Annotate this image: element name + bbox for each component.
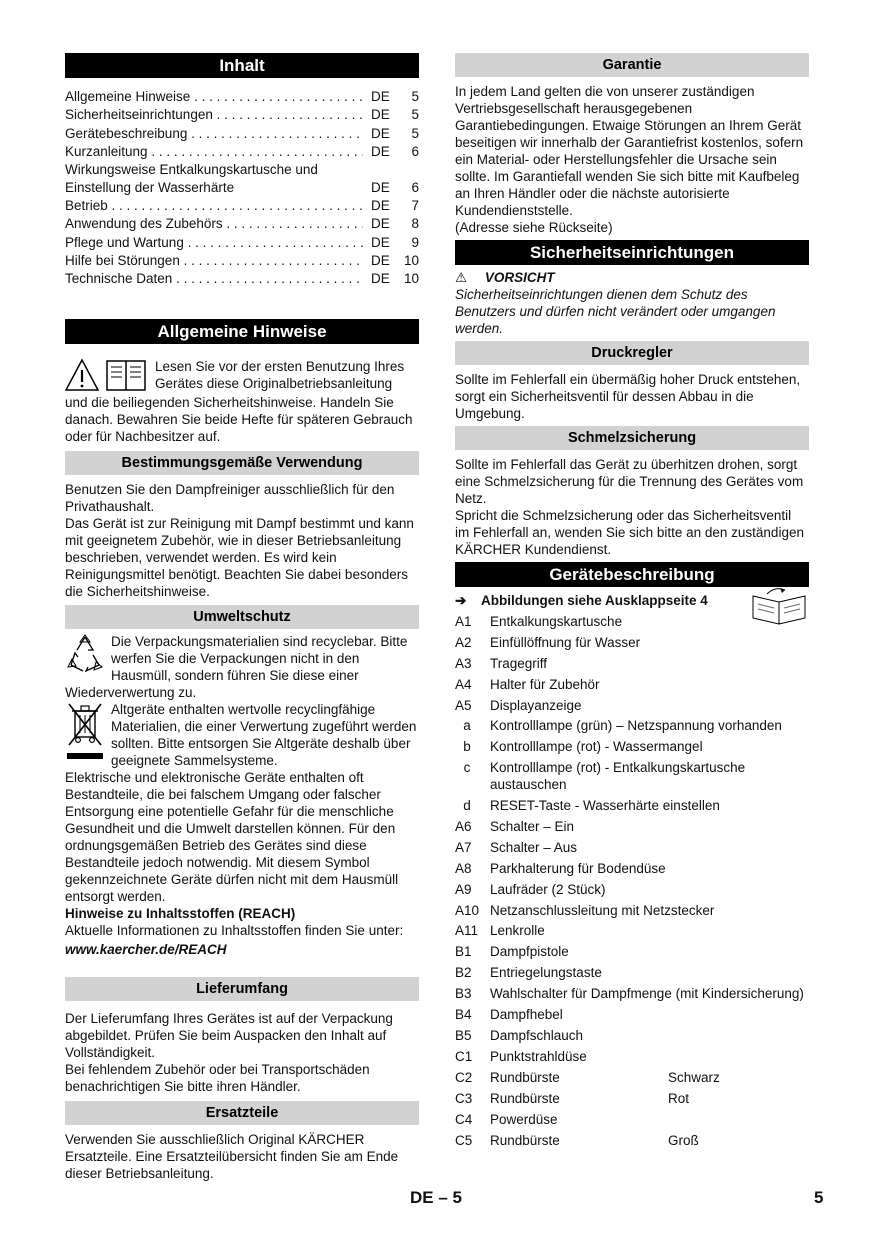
toc-entry-page: 9 — [411, 234, 419, 250]
list-item — [455, 1069, 809, 1086]
item-label: Netzanschlussleitung mit Netzstecker — [490, 902, 715, 918]
component-list-b — [455, 943, 809, 1044]
item-label: Kontrolllampe (grün) – Netzspannung vorhanden — [490, 718, 782, 734]
toc-entry-lang: DE — [371, 198, 390, 214]
item-extra — [668, 1111, 809, 1128]
item-key: A8 — [455, 860, 472, 876]
toc-entry-title: Gerätebeschreibung . . . — [65, 125, 363, 143]
caution-icon: ⚠ — [455, 270, 468, 285]
warning-manual-icon — [65, 358, 149, 394]
arrow-right-icon: ➔ — [455, 593, 467, 608]
toc-entry-lang: DE — [371, 107, 390, 123]
item-label: Halter für Zubehör — [490, 676, 600, 692]
item-label: Wahlschalter für Dampfmenge (mit Kindersicherung) — [490, 986, 804, 1002]
scope-heading: Lieferumfang — [65, 977, 419, 1001]
item-key: C4 — [455, 1111, 473, 1127]
caution-line — [455, 269, 809, 286]
item-label: Tragegriff — [490, 655, 548, 671]
list-item — [455, 881, 809, 898]
toc-entry-lang: DE — [371, 125, 390, 141]
environment-p1: Die Verpackungsmaterialien sind recyclebar. Bitte werfen Sie die Verpackungen nicht in den Hausmüll, sondern führen Sie diese einer Wiederverwertung zu. — [65, 633, 408, 700]
item-key: B3 — [455, 986, 472, 1002]
item-label: Einfüllöffnung für Wasser — [490, 634, 641, 650]
warranty-heading: Garantie — [455, 53, 809, 77]
toc-entry-title: Allgemeine Hinweise . . . — [65, 88, 363, 106]
toc-entry-title: Sicherheitseinrichtungen . . . — [65, 106, 363, 124]
item-label: Rundbürste — [490, 1132, 560, 1148]
toc-entry-page: 5 — [411, 89, 419, 104]
toc-entry-page: 5 — [411, 107, 419, 123]
list-item — [455, 1048, 809, 1065]
caution-text: Sicherheitseinrichtungen dienen dem Schutz des Benutzers und dürfen nicht verändert oder umgangen werden. — [455, 287, 776, 336]
toc-entry[interactable] — [65, 161, 419, 197]
environment-heading: Umweltschutz — [65, 605, 419, 629]
list-item — [455, 717, 809, 734]
item-key: A2 — [455, 634, 472, 650]
item-label: Entriegelungstaste — [490, 965, 602, 981]
list-item — [455, 1111, 809, 1128]
item-label: Punktstrahldüse — [490, 1049, 587, 1065]
item-key: A3 — [455, 655, 472, 671]
list-item — [455, 738, 809, 755]
environment-p2: Altgeräte enthalten wertvolle recyclingfähige Materialien, die einer Verwertung zugeführt werden sollten. Bitte entsorgen Sie Altgeräte deshalb über geeignete Sammelsysteme. — [111, 701, 417, 768]
list-item — [455, 1027, 809, 1044]
item-label: Powerdüse — [490, 1111, 558, 1127]
environment-recycle — [65, 633, 419, 701]
list-item — [455, 1006, 809, 1023]
toc-entry-title: Kurzanleitung . . . — [65, 143, 363, 161]
general-text-a: Lesen Sie vor der ersten Benutzung Ihres Gerätes diese Originalbetriebsanleitung — [155, 358, 405, 391]
toc-entry-page: 10 — [403, 271, 419, 287]
item-label: Schalter – Aus — [490, 839, 578, 855]
item-key: B4 — [455, 1007, 472, 1023]
list-item — [455, 922, 809, 939]
item-label: Dampfpistole — [490, 944, 569, 960]
crossed-bin-icon — [65, 701, 105, 763]
list-item — [455, 634, 809, 651]
list-item — [455, 839, 809, 856]
intended-use-p1: Benutzen Sie den Dampfreiniger ausschließlich für den Privathaushalt. — [65, 481, 395, 514]
list-item — [455, 1090, 809, 1107]
item-label: Dampfschlauch — [490, 1028, 584, 1044]
item-key: A1 — [455, 614, 472, 629]
item-key: A6 — [455, 819, 472, 835]
reach-link[interactable]: www.kaercher.de/REACH — [65, 941, 227, 957]
component-list-a — [455, 613, 809, 939]
list-item — [455, 697, 809, 714]
thermal-fuse-p2: Spricht die Schmelzsicherung oder das Sicherheitsventil im Fehlerfall an, wenden Sie sich bitte an den zuständigen KÄRCHER Kundendienst. — [455, 508, 804, 557]
warranty-address: (Adresse siehe Rückseite) — [455, 220, 613, 235]
toc-entry[interactable] — [65, 252, 419, 270]
list-item — [455, 818, 809, 835]
toc-entry-page: 5 — [411, 125, 419, 141]
item-key: B2 — [455, 965, 472, 981]
description-heading: Gerätebeschreibung — [455, 562, 809, 587]
safety-heading: Sicherheitseinrichtungen — [455, 240, 809, 265]
toc-entry-lang: DE — [371, 253, 390, 269]
list-item — [455, 985, 809, 1002]
table-of-contents — [65, 88, 419, 289]
toc-entry-page: 7 — [411, 198, 419, 214]
item-label: Dampfhebel — [490, 1007, 563, 1023]
left-column — [65, 53, 419, 1182]
figures-note-text: Abbildungen siehe Ausklappseite 4 — [481, 593, 708, 608]
toc-entry[interactable] — [65, 215, 419, 233]
item-label: RESET-Taste - Wasserhärte einstellen — [490, 798, 720, 814]
item-key: d — [463, 798, 471, 814]
toc-entry-page: 10 — [403, 253, 419, 269]
fold-out-page-icon — [749, 586, 809, 630]
toc-entry[interactable] — [65, 234, 419, 252]
reach-text: Aktuelle Informationen zu Inhaltsstoffen finden Sie unter: — [65, 922, 404, 938]
item-key: C3 — [455, 1090, 473, 1106]
item-label: Kontrolllampe (rot) - Wassermangel — [490, 739, 703, 755]
list-item — [455, 943, 809, 960]
toc-entry-lang: DE — [371, 89, 390, 104]
list-item — [455, 797, 809, 814]
toc-entry-title: Wirkungsweise Entkalkungskartusche und Einstellung der Wasserhärte — [65, 162, 318, 196]
list-item — [455, 676, 809, 693]
item-extra: Rot — [668, 1090, 690, 1106]
item-label: Parkhalterung für Bodendüse — [490, 860, 666, 876]
intended-use-heading: Bestimmungsgemäße Verwendung — [65, 451, 419, 475]
toc-entry-lang: DE — [371, 216, 390, 232]
list-item — [455, 902, 809, 919]
thermal-fuse-p1: Sollte im Fehlerfall das Gerät zu überhitzen drohen, sorgt eine Schmelzsicherung für die Trennung des Gerätes vom Netz. — [455, 457, 804, 506]
toc-entry[interactable] — [65, 197, 419, 215]
toc-entry-title: Hilfe bei Störungen . . . — [65, 252, 363, 270]
item-extra: Schwarz — [668, 1069, 720, 1085]
item-key: A10 — [455, 902, 480, 918]
thermal-fuse-heading: Schmelzsicherung — [455, 426, 809, 450]
caution-label: VORSICHT — [484, 270, 555, 285]
item-key: b — [463, 739, 471, 755]
item-key: A9 — [455, 881, 472, 897]
general-notes — [65, 358, 419, 445]
page-footer-label: DE – 5 — [410, 1188, 462, 1207]
general-heading: Allgemeine Hinweise — [65, 319, 419, 344]
toc-entry[interactable] — [65, 270, 419, 288]
toc-entry-lang: DE — [371, 180, 390, 196]
list-item — [455, 759, 809, 793]
toc-entry-lang: DE — [371, 234, 390, 250]
item-key: c — [463, 760, 471, 776]
item-label: Kontrolllampe (rot) - Entkalkungskartusche austauschen — [490, 760, 746, 793]
list-item — [455, 860, 809, 877]
figures-note — [455, 592, 809, 609]
item-key: C5 — [455, 1132, 473, 1148]
item-key: B5 — [455, 1028, 472, 1044]
toc-entry-title: Anwendung des Zubehörs . . . — [65, 215, 363, 233]
item-key: C1 — [455, 1049, 473, 1065]
item-extra — [668, 1048, 809, 1065]
toc-entry-title: Betrieb . . . — [65, 197, 363, 215]
item-label: Entkalkungskartusche — [490, 614, 623, 629]
pressure-regulator-text: Sollte im Fehlerfall ein übermäßig hoher Druck entstehen, sorgt ein Sicherheitsventil für dessen Abbau in die Umgebung. — [455, 372, 801, 421]
item-label: Laufräder (2 Stück) — [490, 881, 606, 897]
toc-entry-lang: DE — [371, 143, 390, 159]
item-label: Lenkrolle — [490, 923, 545, 939]
item-key: A7 — [455, 839, 472, 855]
item-label: Schalter – Ein — [490, 819, 575, 835]
list-item — [455, 1132, 809, 1149]
item-key: A4 — [455, 676, 472, 692]
right-column — [455, 53, 809, 1152]
list-item — [455, 964, 809, 981]
toc-entry[interactable] — [65, 88, 419, 106]
item-label: Rundbürste — [490, 1069, 560, 1085]
reach-heading: Hinweise zu Inhaltsstoffen (REACH) — [65, 905, 296, 921]
item-key: C2 — [455, 1069, 473, 1085]
item-extra: Groß — [668, 1132, 699, 1148]
scope-p1: Der Lieferumfang Ihres Gerätes ist auf der Verpackung abgebildet. Prüfen Sie beim Auspacken den Inhalt auf Vollständigkeit. — [65, 1010, 393, 1060]
spare-parts-text: Verwenden Sie ausschließlich Original KÄRCHER Ersatzteile. Eine Ersatzteilübersicht finden Sie am Ende dieser Betriebsanleitung. — [65, 1131, 399, 1181]
intended-use-p2: Das Gerät ist zur Reinigung mit Dampf bestimmt und kann mit geeignetem Zubehör, wie in dieser Betriebsanleitung beschrieben, verwendet werden. Es wird kein Reinigungsmittel benötigt. Beachten Sie dabei besonders die Sicherheitshinweise. — [65, 515, 414, 599]
toc-entry-page: 6 — [411, 180, 419, 196]
item-key: A11 — [455, 923, 479, 939]
component-list-c — [455, 1048, 809, 1149]
item-key: A5 — [455, 697, 472, 713]
toc-entry[interactable] — [65, 143, 419, 161]
toc-entry-page: 8 — [411, 216, 419, 232]
item-label: Displayanzeige — [490, 697, 582, 713]
scope-p2: Bei fehlendem Zubehör oder bei Transportschäden benachrichtigen Sie bitte ihren Händler. — [65, 1061, 370, 1094]
toc-entry-title: Technische Daten . . . — [65, 270, 363, 288]
pressure-regulator-heading: Druckregler — [455, 341, 809, 365]
item-label: Rundbürste — [490, 1090, 560, 1106]
environment-weee — [65, 701, 419, 769]
page-number: 5 — [814, 1188, 824, 1207]
recycle-icon — [65, 633, 105, 677]
contents-heading: Inhalt — [65, 53, 419, 78]
toc-entry-page: 6 — [411, 143, 419, 159]
spare-parts-heading: Ersatzteile — [65, 1101, 419, 1125]
general-text-b: und die beiliegenden Sicherheitshinweise. Handeln Sie danach. Bewahren Sie beide Hefte für späteren Gebrauch oder für Nachbesitzer auf. — [65, 394, 413, 444]
toc-entry-lang: DE — [371, 271, 390, 287]
environment-p3: Elektrische und elektronische Geräte enthalten oft Bestandteile, die bei falschem Umgang oder falscher Entsorgung eine potentielle Gefahr für die menschliche Gesundheit und die Umwelt darstellen können. Für den ordnungsgemäßen Betrieb des Gerätes sind diese Bestandteile jedoch notwendig. Mit diesem Symbol gekennzeichnete Geräte dürfen nicht mit dem Hausmüll entsorgt werden. — [65, 769, 399, 904]
warranty-text: In jedem Land gelten die von unserer zuständigen Vertriebsgesellschaft herausgegebenen Garantiebedingungen. Etwaige Störungen an Ihrem Gerät beseitigen wir innerhalb der Garantiefrist kostenlos, sofern ein Material- oder Herstellungsfehler die Ursache sein sollte. Im Garantiefall wenden Sie sich bitte mit Kaufbeleg an Ihren Händler oder die nächste autorisierte Kundendienststelle. — [455, 84, 804, 218]
toc-entry[interactable] — [65, 106, 419, 124]
item-key: B1 — [455, 944, 472, 960]
toc-entry-title: Pflege und Wartung . . . — [65, 234, 363, 252]
item-key: a — [463, 718, 471, 734]
list-item — [455, 655, 809, 672]
toc-entry[interactable] — [65, 125, 419, 143]
